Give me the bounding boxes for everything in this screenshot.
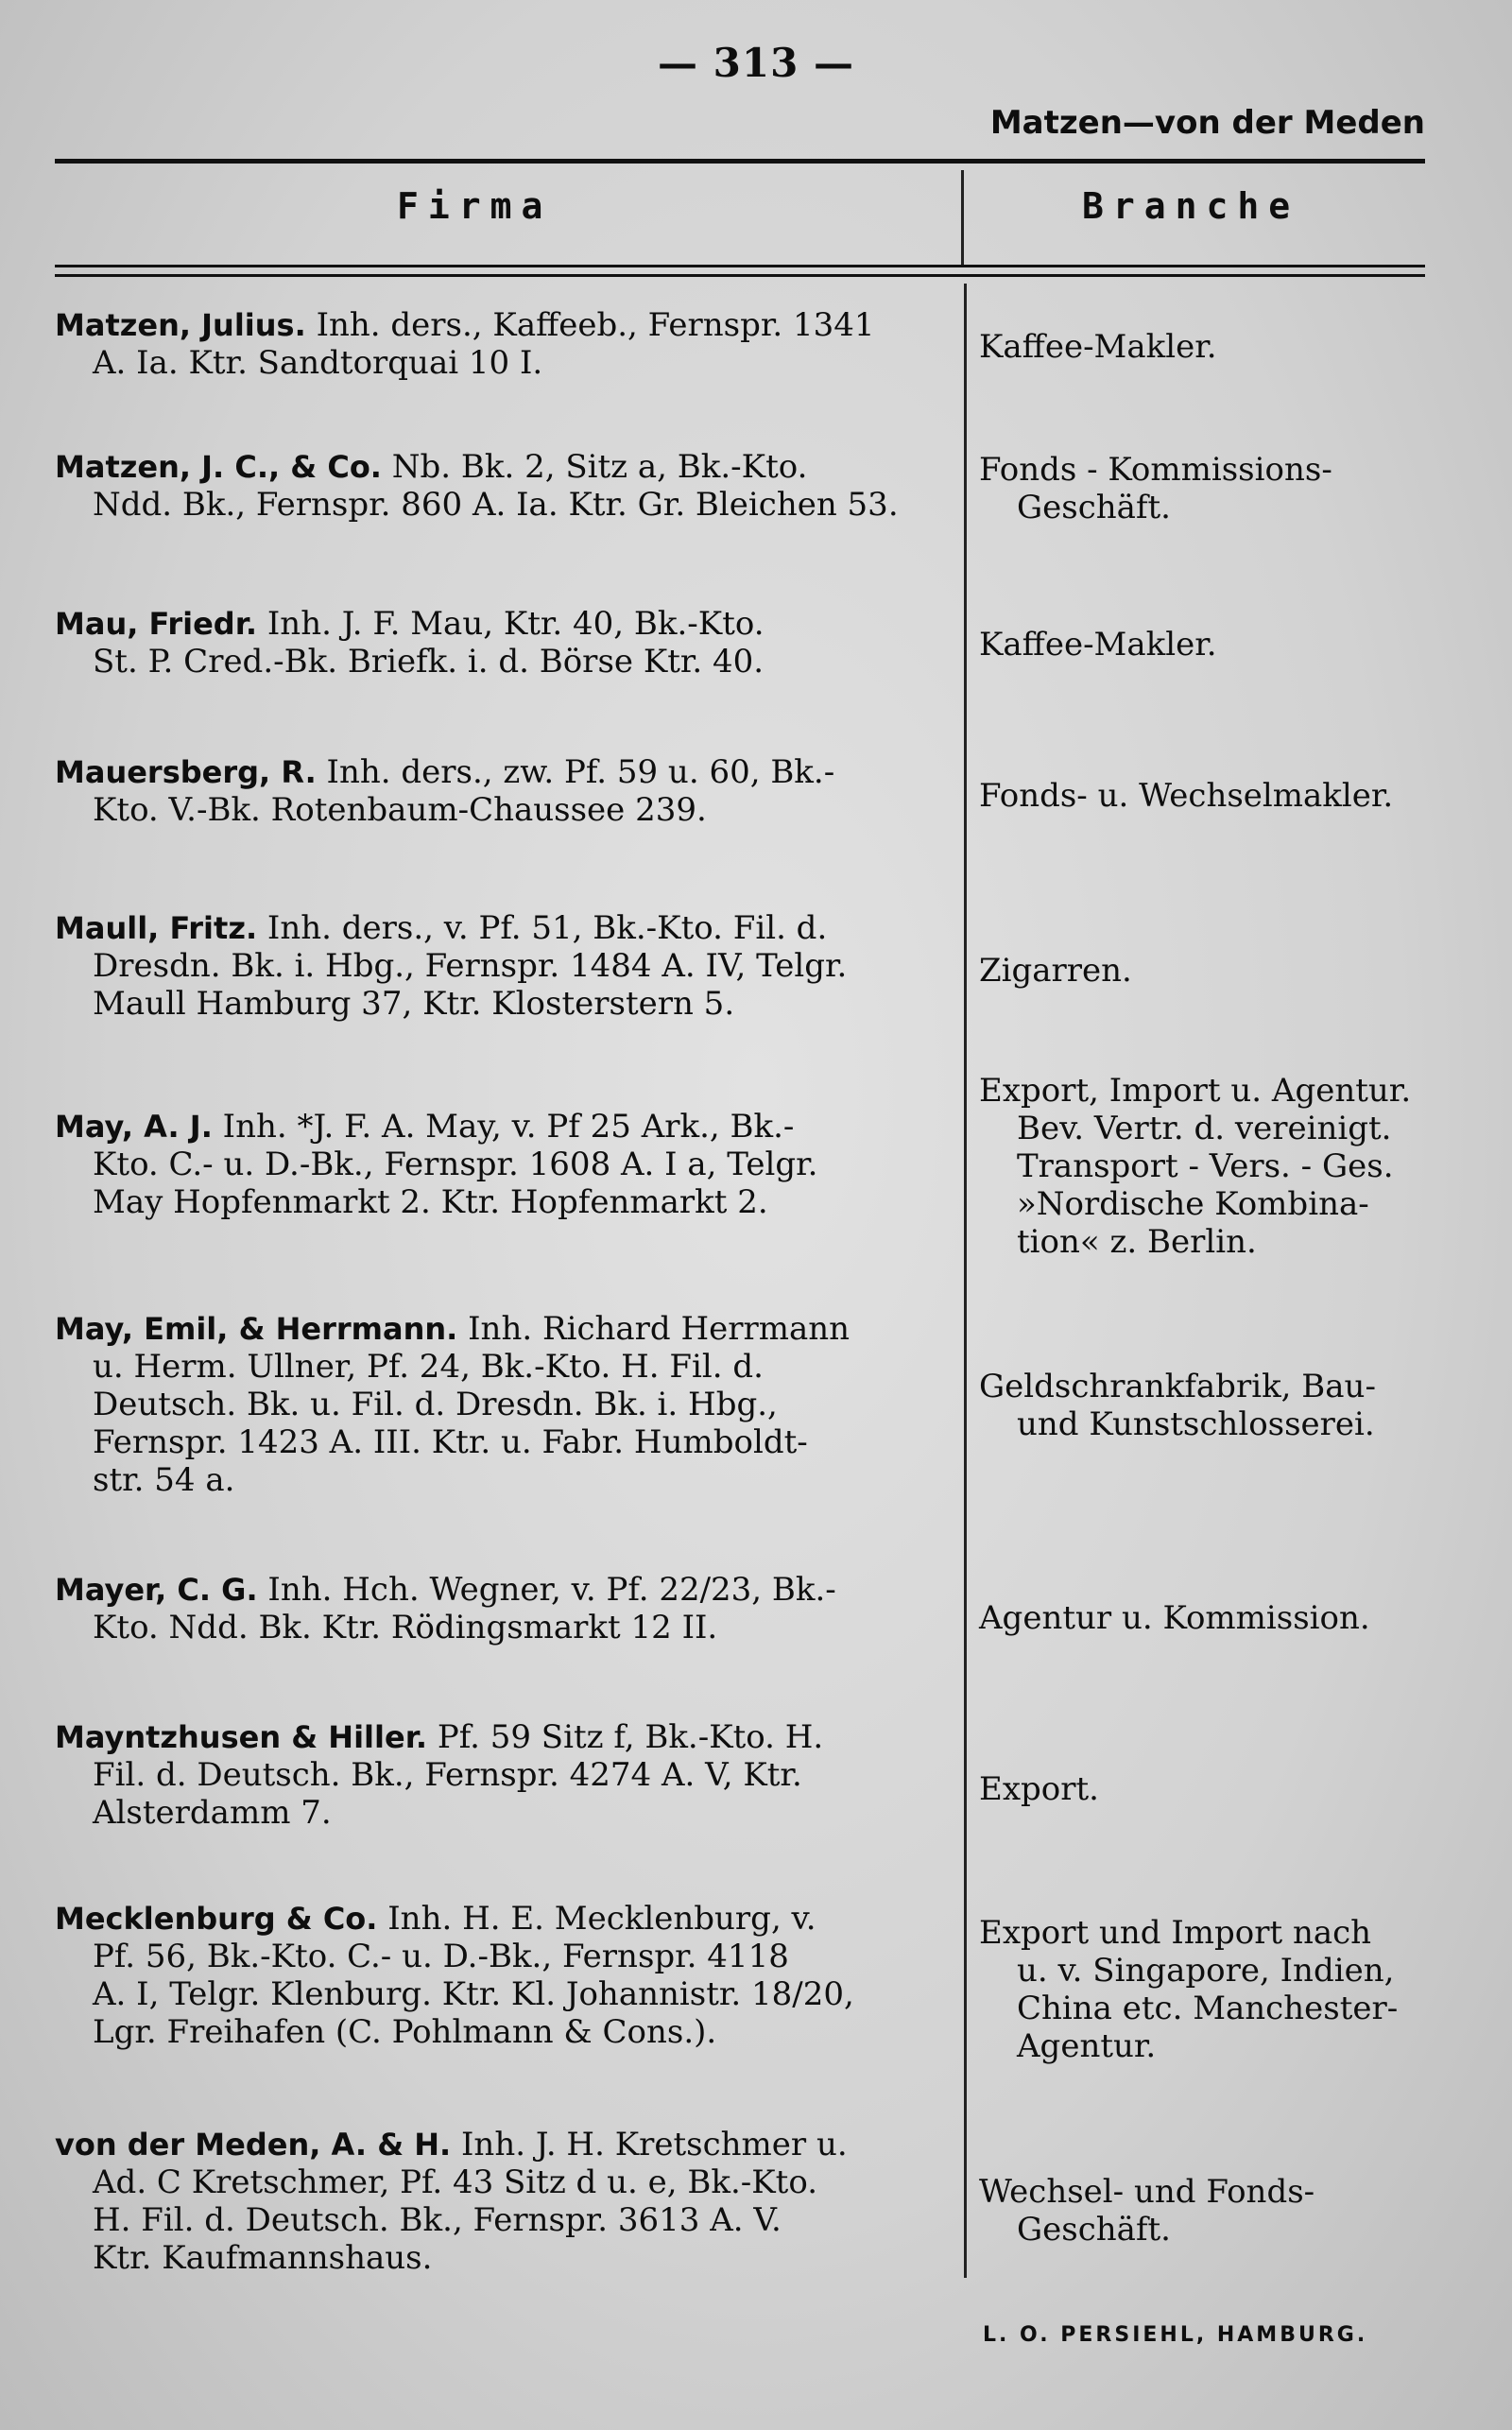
- entry-firma-line: May Hopfenmarkt 2. Ktr. Hopfenmarkt 2.: [93, 1183, 768, 1221]
- entry-firma-line: A. Ia. Ktr. Sandtorquai 10 I.: [93, 344, 543, 382]
- entry-firma-line: Fil. d. Deutsch. Bk., Fernspr. 4274 A. V, Ktr.: [93, 1756, 802, 1794]
- entry-firma: [55, 306, 953, 382]
- entry-firma-line: A. I, Telgr. Klenburg. Ktr. Kl. Johannistr. 18/20,: [93, 1975, 854, 2013]
- header-column-separator: [961, 170, 964, 265]
- entry-branche-line: Export.: [979, 1770, 1099, 1808]
- printer-imprint: L. O. PERSIEHL, HAMBURG.: [983, 2323, 1368, 2347]
- entry-firma-line: Kto. Ndd. Bk. Ktr. Rödingsmarkt 12 II.: [93, 1609, 718, 1646]
- entry-firma-line: Inh. ders., v. Pf. 51, Bk.-Kto. Fil. d.: [266, 909, 828, 947]
- entry-firma-line: Inh. *J. F. A. May, v. Pf 25 Ark., Bk.-: [222, 1108, 795, 1146]
- entry-firma-line: Kto. V.-Bk. Rotenbaum-Chaussee 239.: [93, 791, 707, 829]
- entry-name: Mayer, C. G.: [55, 1572, 258, 1608]
- entry-branche: [979, 1770, 1433, 1808]
- entry-branche-line: Kaffee-Makler.: [979, 328, 1217, 366]
- entry-branche: [979, 777, 1433, 815]
- entry-branche: [979, 1072, 1433, 1261]
- entry-branche-line: Geschäft.: [1017, 489, 1171, 526]
- column-separator: [964, 284, 967, 2278]
- entry-firma: [55, 1310, 953, 1499]
- entry-firma-line: Inh. ders., zw. Pf. 59 u. 60, Bk.-: [326, 753, 835, 791]
- entry-firma-line: Inh. ders., Kaffeeb., Fernspr. 1341: [316, 306, 875, 344]
- entry-branche-line: und Kunstschlosserei.: [1017, 1405, 1375, 1443]
- entry-branche-line: Export, Import u. Agentur.: [979, 1072, 1412, 1110]
- entry-branche: [979, 1599, 1433, 1637]
- entry-name: Mauersberg, R.: [55, 754, 317, 790]
- top-rule: [55, 159, 1425, 164]
- entry-firma-line: u. Herm. Ullner, Pf. 24, Bk.-Kto. H. Fil. d.: [93, 1348, 764, 1386]
- entry-branche-line: Kaffee-Makler.: [979, 626, 1217, 664]
- entry-branche: [979, 451, 1433, 526]
- entry-name: Mecklenburg & Co.: [55, 1901, 378, 1937]
- entry-branche-line: tion« z. Berlin.: [1017, 1223, 1257, 1261]
- entry-firma-line: Fernspr. 1423 A. III. Ktr. u. Fabr. Humboldt-: [93, 1423, 808, 1461]
- entry-firma-line: str. 54 a.: [93, 1461, 235, 1499]
- entry-name: May, A. J.: [55, 1109, 213, 1145]
- entry-branche-line: Fonds- u. Wechselmakler.: [979, 777, 1394, 815]
- page-number: — 313 —: [658, 40, 854, 86]
- entry-branche-line: »Nordische Kombina-: [1017, 1185, 1369, 1223]
- entry-firma: [55, 1571, 953, 1646]
- entry-branche: [979, 1368, 1433, 1443]
- entry-name: Mayntzhusen & Hiller.: [55, 1719, 428, 1755]
- entry-firma-line: Pf. 59 Sitz f, Bk.-Kto. H.: [437, 1718, 824, 1756]
- entry-firma-line: Ktr. Kaufmannshaus.: [93, 2239, 433, 2277]
- entry-firma: [55, 753, 953, 829]
- entry-branche: [979, 952, 1433, 990]
- entry-firma-line: Inh. Hch. Wegner, v. Pf. 22/23, Bk.-: [267, 1571, 836, 1609]
- entry-firma-line: St. P. Cred.-Bk. Briefk. i. d. Börse Ktr. 40.: [93, 643, 765, 681]
- entry-branche-line: Transport - Vers. - Ges.: [1017, 1147, 1394, 1185]
- entry-branche-line: u. v. Singapore, Indien,: [1017, 1952, 1395, 1990]
- header-branche: Branche: [1082, 185, 1300, 227]
- header-firma: Firma: [397, 185, 553, 227]
- entry-firma-line: Ndd. Bk., Fernspr. 860 A. Ia. Ktr. Gr. Bleichen 53.: [93, 486, 899, 524]
- entry-firma: [55, 1900, 953, 2051]
- entry-branche-line: Fonds - Kommissions-: [979, 451, 1332, 489]
- entry-branche-line: Wechsel- und Fonds-: [979, 2173, 1315, 2211]
- entry-name: von der Meden, A. & H.: [55, 2127, 452, 2163]
- entry-firma-line: Inh. J. H. Kretschmer u.: [460, 2126, 848, 2163]
- entry-firma: [55, 2126, 953, 2277]
- entry-firma-line: Nb. Bk. 2, Sitz a, Bk.-Kto.: [391, 448, 808, 486]
- header-rule-lower: [55, 274, 1425, 277]
- entry-firma-line: Maull Hamburg 37, Ktr. Klosterstern 5.: [93, 985, 735, 1023]
- entry-branche: [979, 1914, 1433, 2065]
- entry-firma-line: Pf. 56, Bk.-Kto. C.- u. D.-Bk., Fernspr. 4118: [93, 1938, 789, 1975]
- entry-name: Mau, Friedr.: [55, 606, 258, 642]
- entry-branche: [979, 626, 1433, 664]
- header-rule-upper: [55, 265, 1425, 267]
- entry-branche-line: Agentur u. Kommission.: [979, 1599, 1370, 1637]
- entry-firma-line: Lgr. Freihafen (C. Pohlmann & Cons.).: [93, 2013, 717, 2051]
- entry-firma-line: Inh. H. E. Mecklenburg, v.: [387, 1900, 816, 1938]
- entry-firma: [55, 909, 953, 1023]
- entry-branche-line: China etc. Manchester-: [1017, 1990, 1399, 2027]
- entry-branche-line: Bev. Vertr. d. vereinigt.: [1017, 1110, 1392, 1147]
- entry-name: May, Emil, & Herrmann.: [55, 1311, 458, 1347]
- entry-firma-line: Ad. C Kretschmer, Pf. 43 Sitz d u. e, Bk.-Kto.: [93, 2163, 818, 2201]
- entry-branche-line: Agentur.: [1017, 2027, 1157, 2065]
- entry-firma-line: Kto. C.- u. D.-Bk., Fernspr. 1608 A. I a, Telgr.: [93, 1146, 818, 1183]
- entry-name: Matzen, Julius.: [55, 307, 306, 343]
- entry-name: Maull, Fritz.: [55, 910, 258, 946]
- entry-firma-line: Alsterdamm 7.: [93, 1794, 332, 1832]
- entry-firma-line: Inh. Richard Herrmann: [468, 1310, 850, 1348]
- entry-firma-line: Inh. J. F. Mau, Ktr. 40, Bk.-Kto.: [266, 605, 765, 643]
- entry-firma: [55, 605, 953, 681]
- entry-firma: [55, 448, 953, 524]
- entry-firma-line: Deutsch. Bk. u. Fil. d. Dresdn. Bk. i. Hbg.,: [93, 1386, 778, 1423]
- entry-firma-line: Dresdn. Bk. i. Hbg., Fernspr. 1484 A. IV, Telgr.: [93, 947, 848, 985]
- entry-branche-line: Export und Import nach: [979, 1914, 1372, 1952]
- entry-firma: [55, 1718, 953, 1832]
- entry-name: Matzen, J. C., & Co.: [55, 449, 382, 485]
- entry-branche-line: Geldschrankfabrik, Bau-: [979, 1368, 1376, 1405]
- entry-firma-line: H. Fil. d. Deutsch. Bk., Fernspr. 3613 A. V.: [93, 2201, 782, 2239]
- entry-branche: [979, 328, 1433, 366]
- entry-branche: [979, 2173, 1433, 2249]
- entry-branche-line: Zigarren.: [979, 952, 1132, 990]
- entry-branche-line: Geschäft.: [1017, 2211, 1171, 2249]
- entry-firma: [55, 1108, 953, 1221]
- running-head: Matzen—von der Meden: [989, 104, 1425, 142]
